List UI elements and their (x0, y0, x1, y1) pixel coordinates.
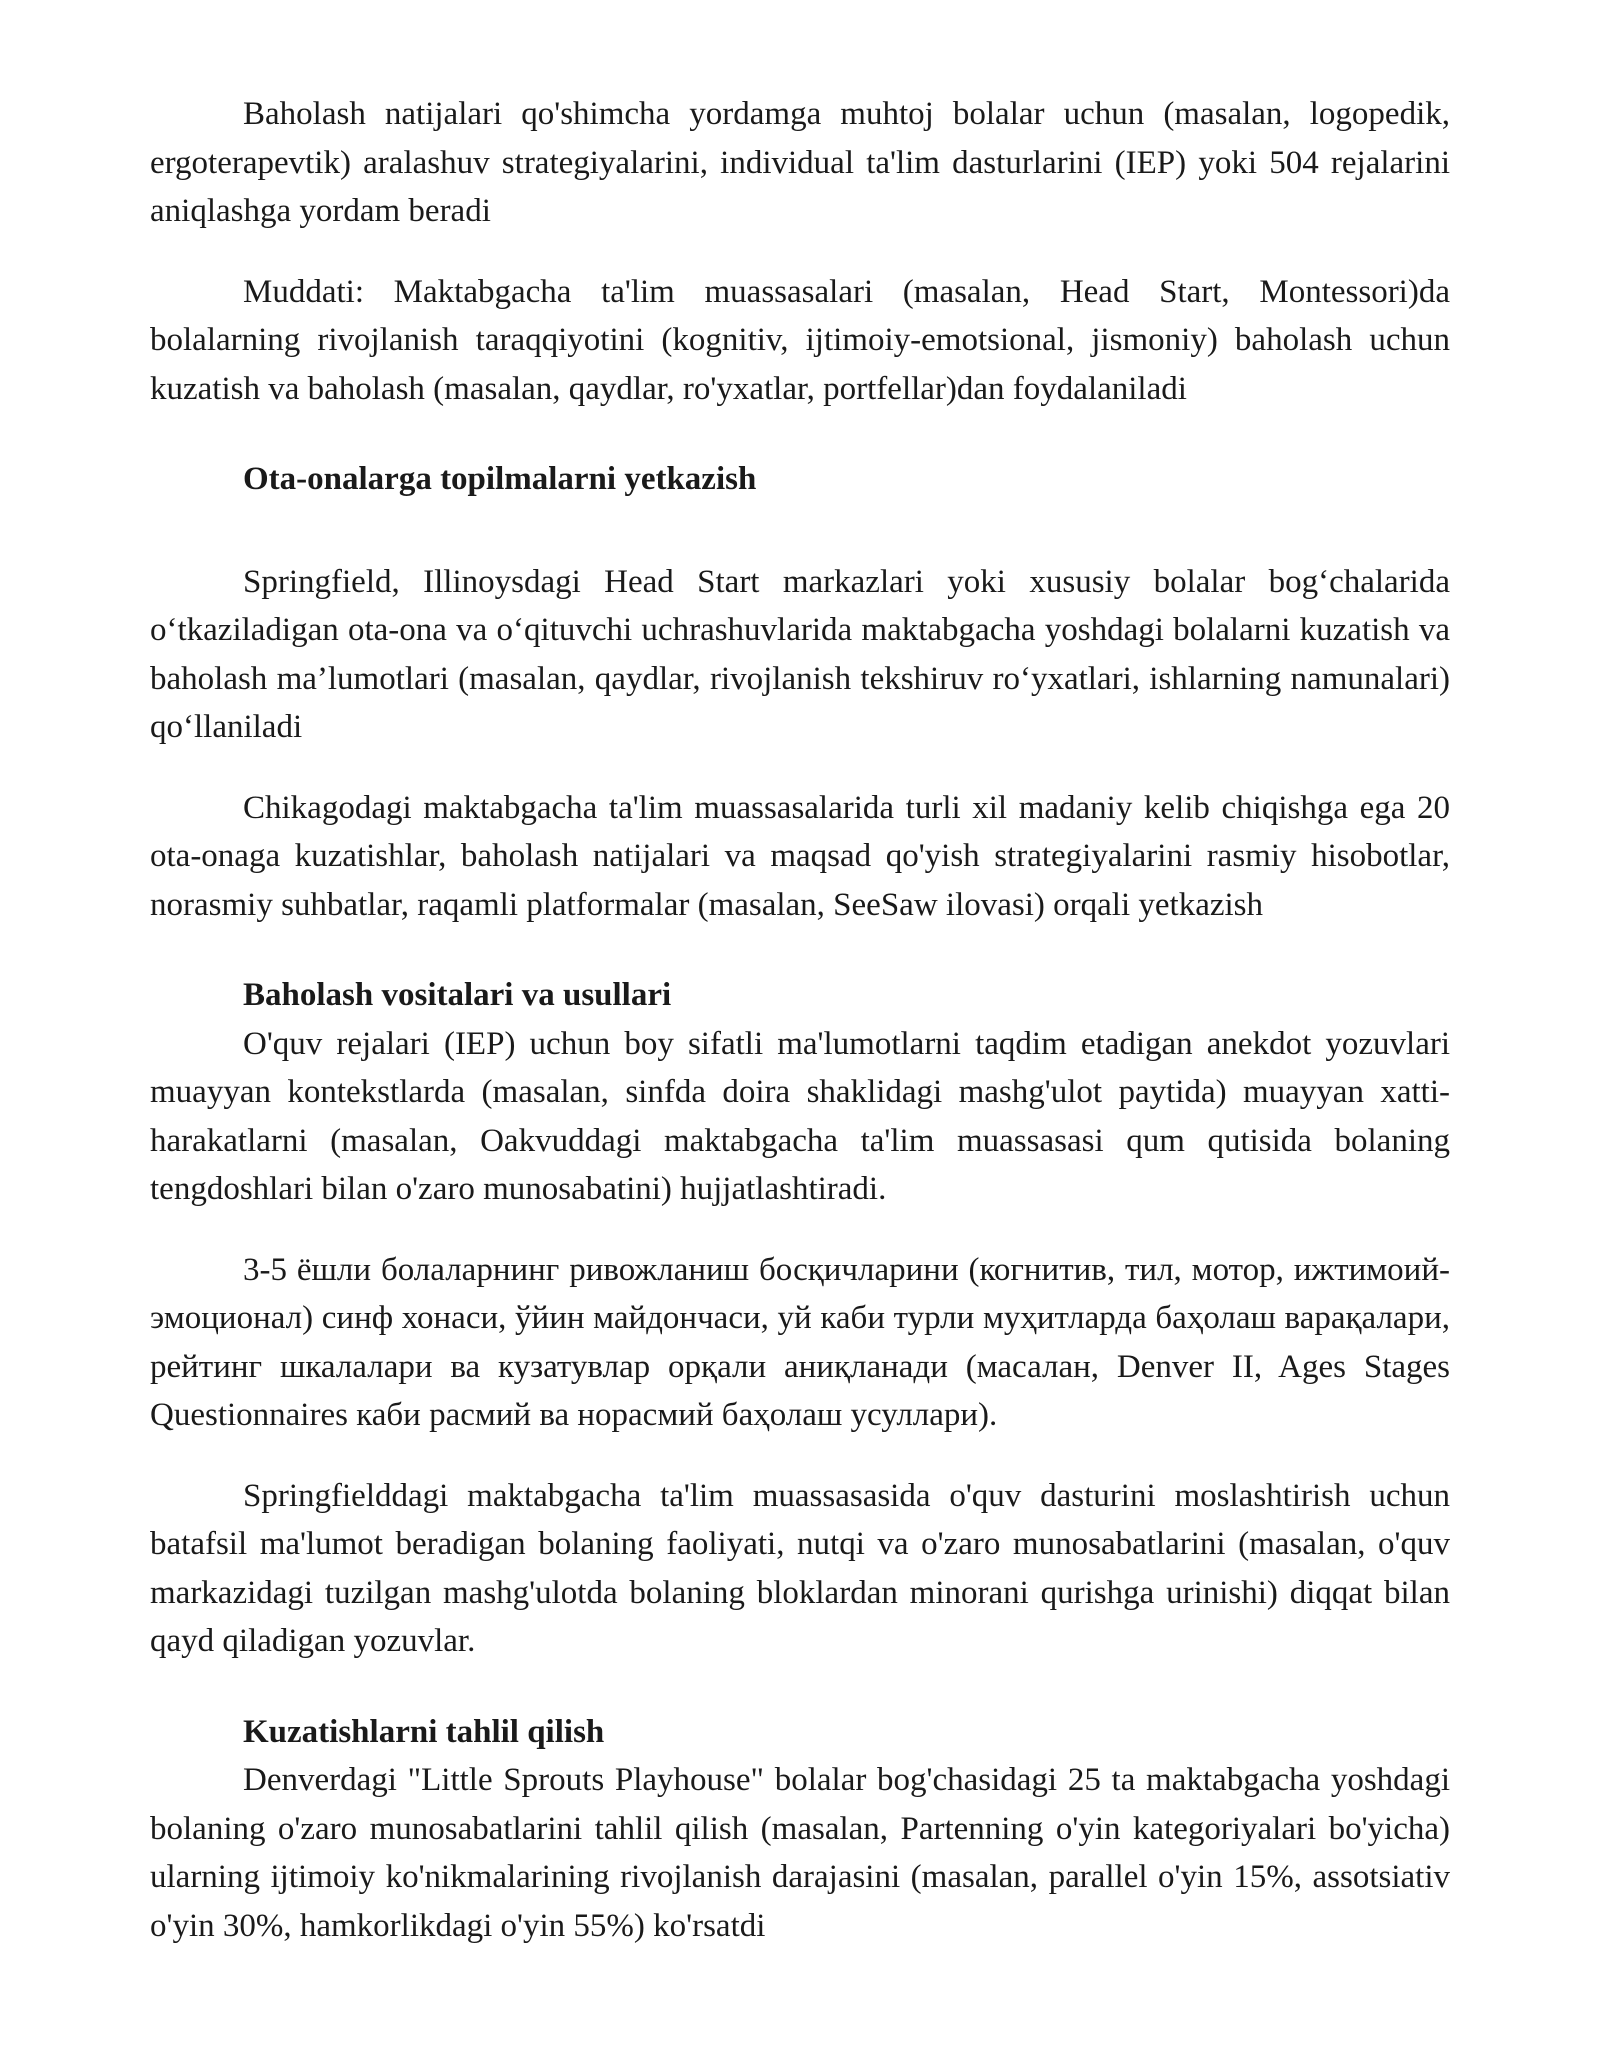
paragraph-springfield-records: Springfielddagi maktabgacha ta'lim muassasasida o'quv dasturini moslashtirish uchun batafsil ma'lumot beradigan bolaning faoliyati, nutqi va o'zaro munosabatlarini (masalan, o'quv markazidagi tuzilgan mashg'ulotda bolaning bloklardan minorani qurishga urinishi) diqqat bilan qayd qiladigan yozuvlar. (150, 1477, 1450, 1659)
heading-communicating-findings: Ota-onalarga topilmalarni yetkazish (243, 461, 757, 497)
heading-assessment-tools: Baholash vositalari va usullari (243, 977, 672, 1013)
document-body (150, 90, 1450, 1950)
paragraph-developmental-stages: 3-5 ёшли болаларнинг ривожланиш босқичларини (когнитив, тил, мотор, ижтимоий-эмоционал) синф хонаси, ўйин майдончаси, уй каби турли муҳитларда баҳолаш варақалари, рейтинг шкалалари ва кузатувлар орқали аниқланади (масалан, Denver II, Ages Stages Questionnaires каби расмий ва норасмий баҳолаш усуллари). (150, 1251, 1450, 1433)
paragraph-denver-analysis: Denverdagi "Little Sprouts Playhouse" bolalar bog'chasidagi 25 ta maktabgacha yoshdagi bolaning o'zaro munosabatlarini tahlil qilish (masalan, Partenning o'yin kategoriyalari bo'yicha) ularning ijtimoiy ko'nikmalarining rivojlanish darajasini (masalan, parallel o'yin 15%, assotsiativ o'yin 30%, hamkorlikdagi o'yin 55%) ko'rsatdi (150, 1762, 1450, 1944)
paragraph-anecdotal-records: O'quv rejalari (IEP) uchun boy sifatli ma'lumotlarni taqdim etadigan anekdot yozuvlari muayyan kontekstlarda (masalan, sinfda doira shaklidagi mashg'ulot paytida) muayyan xatti-harakatlarni (masalan, Oakvuddagi maktabgacha ta'lim muassasasi qum qutisida bolaning tengdoshlari bilan o'zaro munosabatini) hujjatlashtiradi. (150, 1025, 1450, 1207)
heading-analysis: Kuzatishlarni tahlil qilish (243, 1713, 605, 1750)
paragraph-chicago-parents: Chikagodagi maktabgacha ta'lim muassasalarida turli xil madaniy kelib chiqishga ega 20 ota-onaga kuzatishlar, baholash natijalari va maqsad qo'yish strategiyalarini rasmiy hisobotlar, norasmiy suhbatlar, raqamli platformalar (masalan, SeeSaw ilovasi) orqali yetkazish (150, 789, 1450, 923)
paragraph-assessment-results: Baholash natijalari qo'shimcha yordamga muhtoj bolalar uchun (masalan, logopedik, ergoterapevtik) aralashuv strategiyalarini, individual ta'lim dasturlarini (IEP) yoki 504 rejalarini aniqlashga yordam beradi (150, 96, 1450, 229)
paragraph-duration: Muddati: Maktabgacha ta'lim muassasalari (masalan, Head Start, Montessori)da bolalarning rivojlanish taraqqiyotini (kognitiv, ijtimoiy-emotsional, jismoniy) baholash uchun kuzatish va baholash (masalan, qaydlar, ro'yxatlar, portfellar)dan foydalaniladi (150, 273, 1450, 407)
paragraph-springfield-head-start: Springfield, Illinoysdagi Head Start markazlari yoki xususiy bolalar bog‘chalarida o‘tkaziladigan ota-ona va o‘qituvchi uchrashuvlarida maktabgacha yoshdagi bolalarni kuzatish va baholash ma’lumotlari (masalan, qaydlar, rivojlanish tekshiruv ro‘yxatlari, ishlarning namunalari) qo‘llaniladi (150, 563, 1450, 745)
